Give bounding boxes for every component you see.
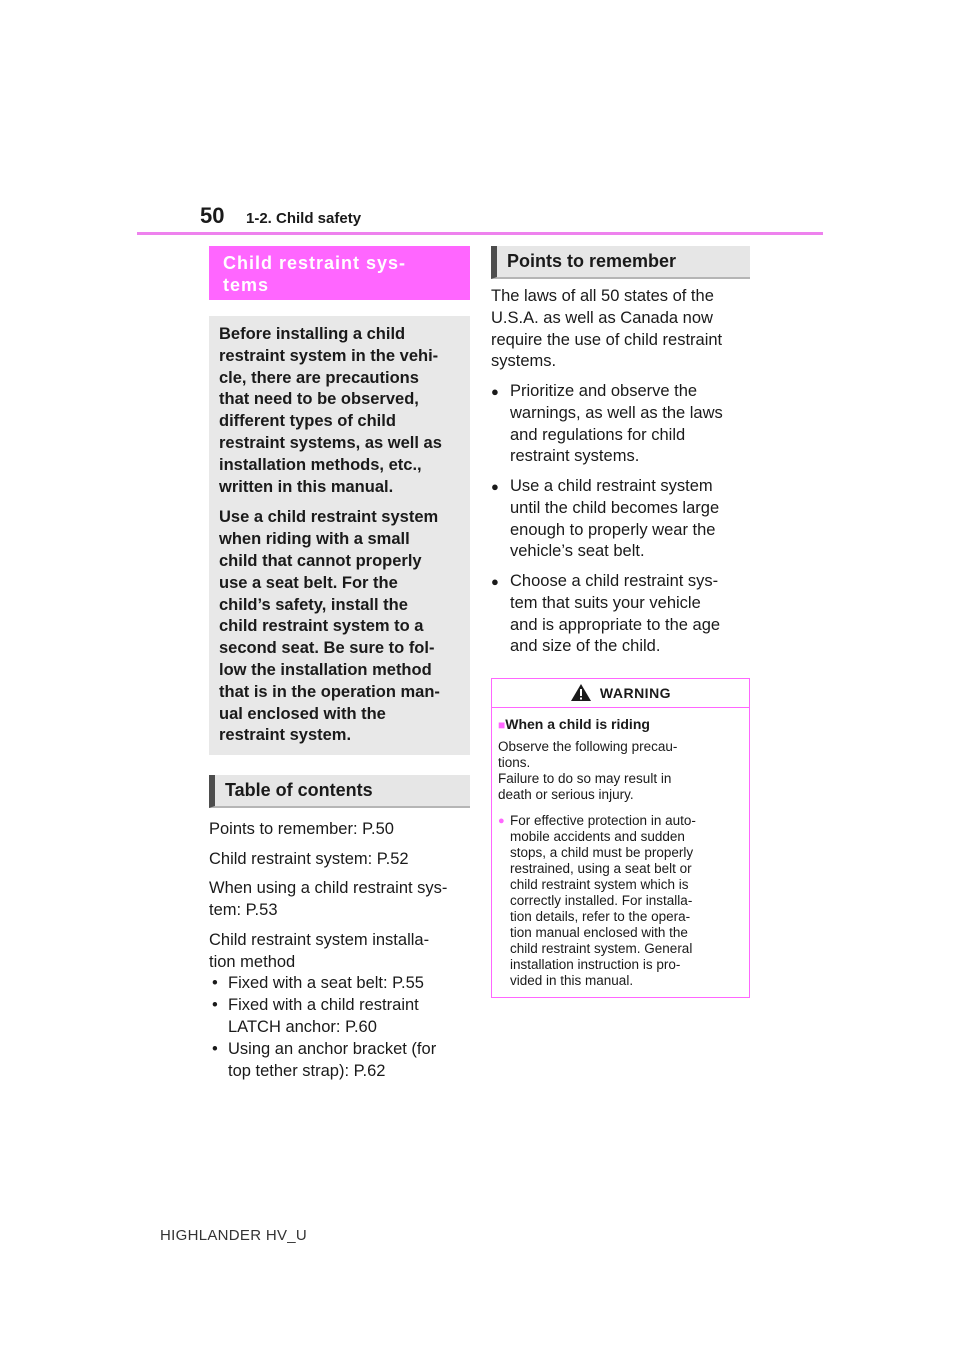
section-title: 1-2. Child safety [246, 210, 362, 227]
list-item: ● Prioritize and observe the warnings, as well as the laws and regulations for child restraint systems. [491, 381, 750, 468]
points-to-remember-heading: Points to remember [491, 246, 750, 279]
square-bullet-icon: ■ [498, 718, 506, 733]
header-rule [137, 232, 823, 235]
left-column [209, 246, 470, 1082]
footer-model: HIGHLANDER HV_U [160, 1227, 308, 1244]
intro-paragraph-2: Use a child restraint system when riding with a small child that cannot properly use a seat belt. For the child’s safety, install the child restraint system to a second seat. Be sure to fol- low the installation method that is in the operation man- ual enclosed with the restraint system. [219, 508, 440, 745]
toc-installation-method: Child restraint system installa- tion method [209, 930, 430, 971]
warning-label: WARNING [599, 685, 672, 702]
warning-box [491, 678, 750, 998]
page-number: 50 [200, 203, 225, 228]
intro-box [209, 316, 470, 755]
toc-link-child-restraint-system[interactable]: Child restraint system: P.52 [209, 849, 409, 868]
toc-link-latch-anchor[interactable]: • Fixed with a child restraint LATCH anchor: P.60 [209, 995, 470, 1039]
warning-text: Observe the following precau- tions. Failure to do so may result in death or serious injury. [498, 739, 678, 803]
table-of-contents [209, 819, 470, 1082]
right-column [491, 246, 750, 998]
warning-body [492, 708, 749, 997]
warning-bullet: ● For effective protection in auto- mobile accidents and sudden stops, a child must be properly restrained, using a seat belt or child restraint system which is correctly installed. For installa- tion details, refer to the opera- tion manual enclosed with the child restraint system. General installation instruction is pro- vided in this manual. [498, 813, 741, 989]
list-item: ● Use a child restraint system until the child becomes large enough to properly wear the vehicle’s seat belt. [491, 476, 750, 563]
list-item: ● Choose a child restraint sys- tem that suits your vehicle and is appropriate to the age and size of the child. [491, 571, 750, 658]
laws-paragraph: The laws of all 50 states of the U.S.A. as well as Canada now require the use of child restraint systems. [491, 287, 723, 371]
table-of-contents-heading: Table of contents [209, 775, 470, 808]
warning-triangle-icon [570, 683, 592, 702]
toc-link-anchor-bracket[interactable]: • Using an anchor bracket (for top tether strap): P.62 [209, 1039, 470, 1083]
toc-link-seat-belt[interactable]: • Fixed with a seat belt: P.55 [209, 973, 470, 995]
intro-paragraph-1: Before installing a child restraint system in the vehi- cle, there are precautions that need to be observed, different types of child restraint systems, as well as installation methods, etc., written in this manual. [219, 325, 442, 496]
child-restraint-heading: Child restraint sys- tems [209, 246, 470, 300]
toc-link-using-child-restraint[interactable]: When using a child restraint sys- tem: P.53 [209, 879, 448, 920]
toc-link-points-to-remember[interactable]: Points to remember: P.50 [209, 820, 394, 839]
warning-subheading: ■When a child is riding [498, 716, 650, 733]
warning-header [492, 679, 749, 708]
